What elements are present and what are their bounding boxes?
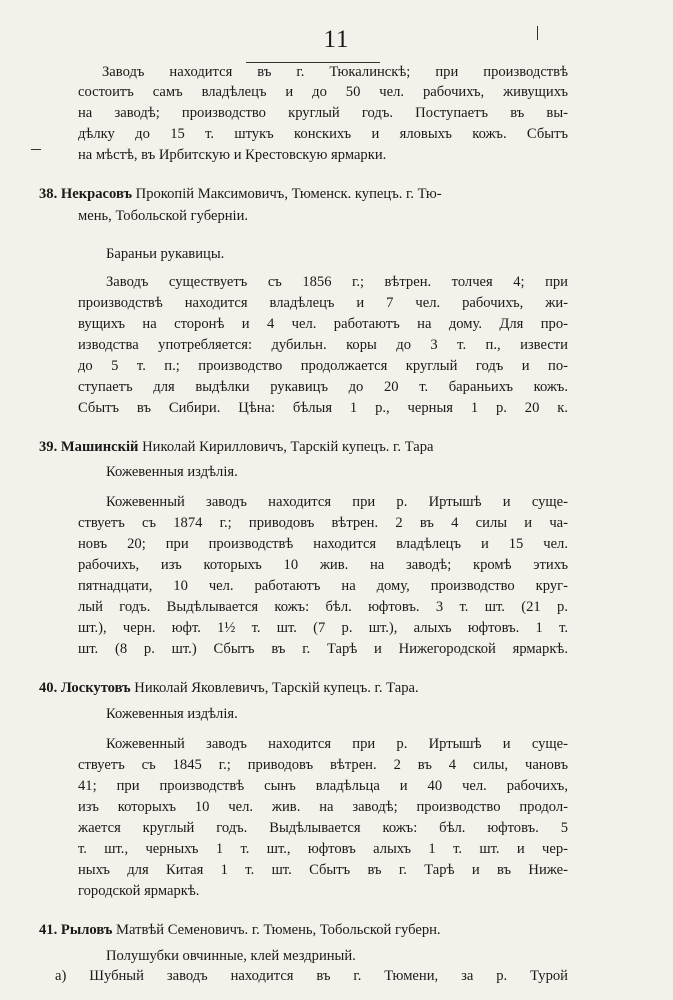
- text-line: т. шт., черныхъ 1 т. шт., юфтовъ алыхъ 1 т. шт. и чер-: [78, 841, 568, 857]
- text-line: вущихъ на сторонѣ и 4 чел. работаютъ на дому. Для про-: [78, 316, 568, 332]
- text-line: на мѣстѣ, въ Ирбитскую и Крестовскую ярмарки.: [78, 147, 387, 163]
- entry-heading: [39, 678, 568, 698]
- entry-surname: Лоскутовъ: [60, 680, 131, 696]
- text-line: производствѣ находится владѣлецъ и 7 чел. рабочихъ, жи-: [78, 295, 568, 311]
- entry-surname: Некрасовъ: [60, 186, 132, 202]
- text-line: Полушубки овчинные, клей мездриный.: [106, 948, 356, 964]
- corner-mark: [537, 26, 546, 40]
- text-line: ствуетъ съ 1845 г.; приводовъ вѣтрен. 2 въ 4 силы, чановъ: [78, 757, 568, 773]
- entry-surname: Машинскій: [60, 439, 139, 455]
- text-line: Бараньи рукавицы.: [106, 246, 225, 262]
- text-line: пятнадцати, 10 чел. работаютъ на дому, производство круг-: [78, 578, 568, 594]
- entry-heading: [39, 437, 568, 457]
- text-line: до 5 т. п.; производство продолжается круглый годъ и по-: [78, 358, 568, 374]
- entry-number: 39.: [39, 439, 58, 455]
- text-line: дѣлку до 15 т. штукъ конскихъ и яловыхъ кожъ. Сбытъ: [78, 126, 568, 142]
- text-line: Кожевенный заводъ находится при р. Иртышѣ и суще-: [106, 494, 568, 510]
- text-line: изъ которыхъ 10 чел. жив. на заводѣ; производство продол-: [78, 799, 568, 815]
- entry-details: Николай Яковлевичъ, Тарскій купецъ. г. Тара.: [130, 680, 419, 696]
- text-line: рабочихъ, изъ которыхъ 10 жив. на заводѣ; кромѣ этихъ: [78, 557, 568, 573]
- text-line: состоитъ самъ владѣлецъ и до 50 чел. рабочихъ, живущихъ: [78, 84, 568, 100]
- text-line: на заводѣ; производство круглый годъ. Поступаетъ въ вы-: [78, 105, 568, 121]
- entry-number: 41.: [39, 922, 58, 938]
- entry-heading: [39, 920, 568, 940]
- entry-details: Николай Кирилловичъ, Тарскій купецъ. г. Тара: [138, 439, 434, 455]
- entry-number: 38.: [39, 186, 58, 202]
- text-line: лый годъ. Выдѣлывается кожъ: бѣл. юфтовъ. 3 т. шт. (21 р.: [78, 599, 568, 615]
- entry-details: Прокопій Максимовичъ, Тюменск. купецъ. г. Тю-: [132, 186, 442, 202]
- text-line: ныхъ для Китая 1 т. шт. Сбытъ въ г. Тарѣ и въ Ниже-: [78, 862, 568, 878]
- text-line: Заводъ существуетъ съ 1856 г.; вѣтрен. толчея 4; при: [106, 274, 568, 290]
- text-line: жается круглый годъ. Выдѣлывается кожъ: бѣл. юфтовъ. 5: [78, 820, 568, 836]
- text-line: Кожевенный заводъ находится при р. Иртышѣ и суще-: [106, 736, 568, 752]
- text-line: городской ярмаркѣ.: [78, 883, 200, 899]
- text-line: шт. (8 р. шт.) Сбытъ въ г. Тарѣ и Нижегородской ярмаркѣ.: [78, 641, 568, 657]
- text-line: изводства употребляется: дубильн. коры до 3 т. п., извести: [78, 337, 568, 353]
- text-line: Сбытъ въ Сибири. Цѣна: бѣлыя 1 р., черныя 1 р. 20 к.: [78, 400, 568, 416]
- text-line: Кожевенныя издѣлія.: [106, 464, 238, 480]
- text-line: Кожевенныя издѣлія.: [106, 706, 238, 722]
- text-line: а) Шубный заводъ находится въ г. Тюмени, за р. Турой: [55, 968, 568, 984]
- entry-details: Матвѣй Семеновичъ. г. Тюмень, Тобольской губерн.: [112, 922, 441, 938]
- entry-heading: [39, 184, 568, 204]
- entry-surname: Рыловъ: [60, 922, 113, 938]
- text-line: шт.), черн. юфт. 1½ т. шт. (7 р. шт.), алыхъ юфтовъ. 1 т.: [78, 620, 568, 636]
- entry-number: 40.: [39, 680, 58, 696]
- text-line: 41; при производствѣ сынъ владѣльца и 40 чел. рабочихъ,: [78, 778, 568, 794]
- margin-dash: [31, 149, 41, 150]
- text-line: новъ 20; при производствѣ находится владѣлецъ и 15 чел.: [78, 536, 568, 552]
- text-line: мень, Тобольской губерніи.: [78, 208, 249, 224]
- text-line: ствуетъ съ 1874 г.; приводовъ вѣтрен. 2 въ 4 силы и ча-: [78, 515, 568, 531]
- text-line: ступаетъ для выдѣлки рукавицъ до 20 т. бараньихъ кожъ.: [78, 379, 568, 395]
- page-number: 11: [323, 26, 350, 53]
- text-line: Заводъ находится въ г. Тюкалинскѣ; при производствѣ: [102, 64, 568, 80]
